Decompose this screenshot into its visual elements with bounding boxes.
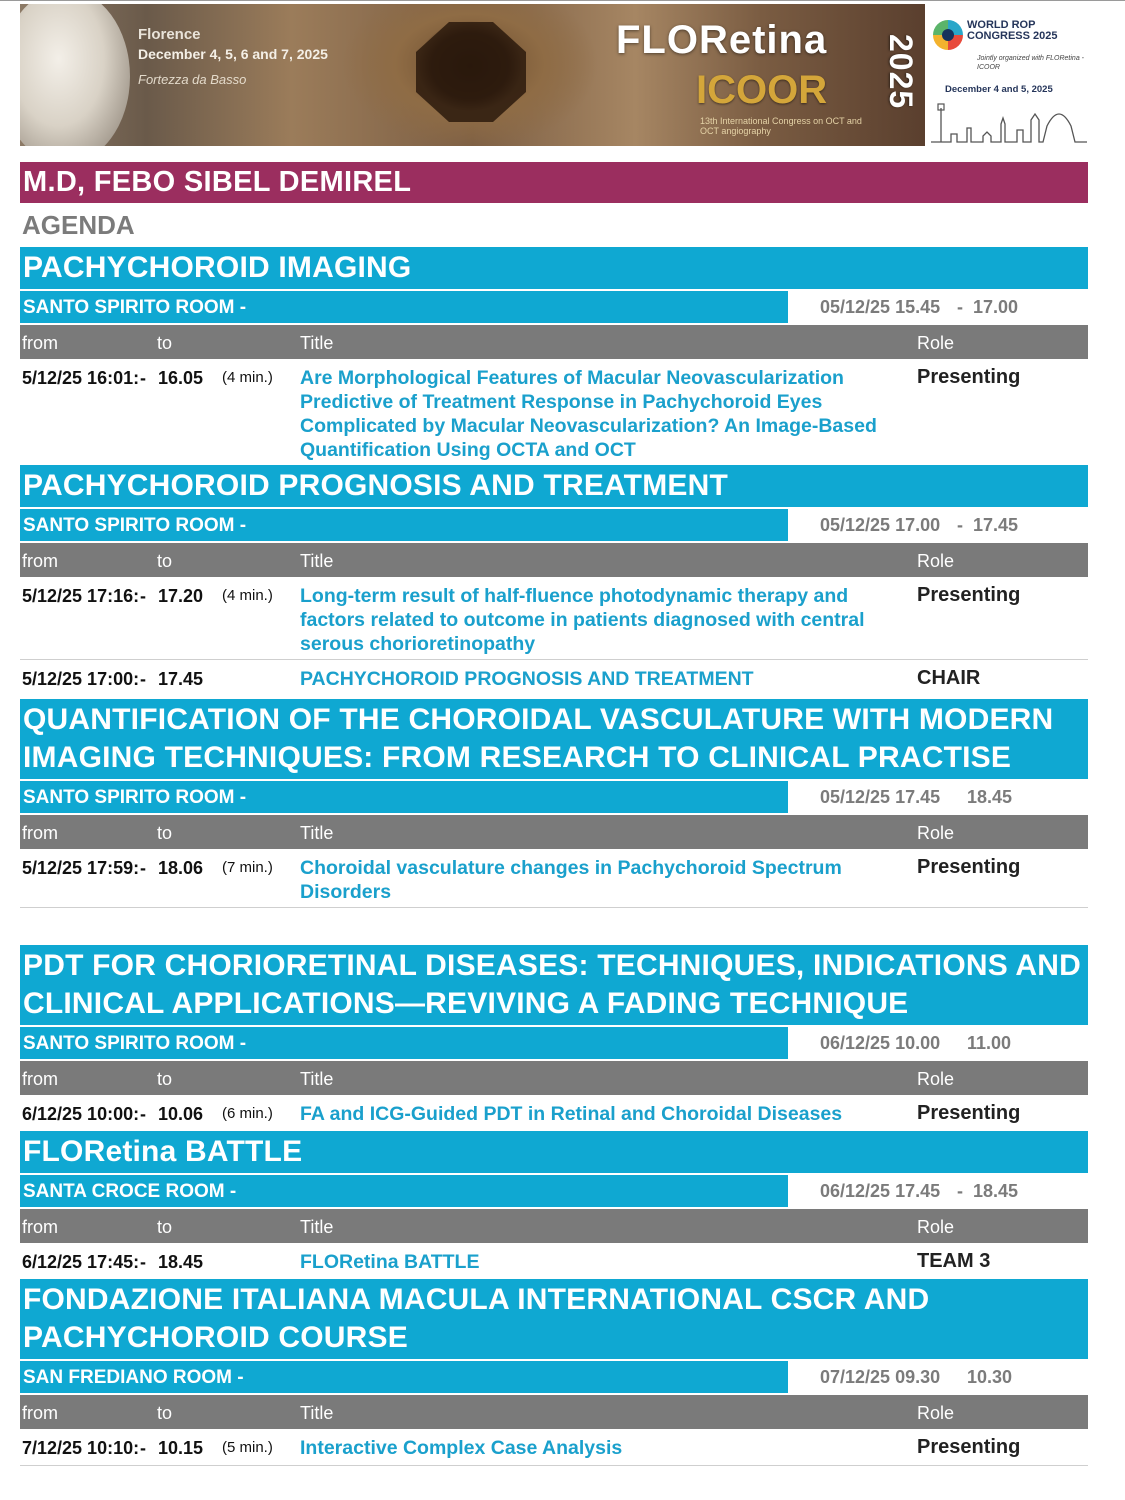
column-header-row	[20, 325, 1088, 359]
entry-duration: (7 min.)	[222, 859, 273, 876]
entry-title-link[interactable]: PACHYCHOROID PROGNOSIS AND TREATMENT	[300, 668, 754, 690]
time-separator: -	[957, 515, 963, 535]
col-title: Title	[300, 333, 334, 353]
session-title: FLORetina BATTLE	[20, 1131, 1088, 1173]
session-title: FONDAZIONE ITALIANA MACULA INTERNATIONAL CSCR AND PACHYCHOROID COURSE	[20, 1279, 1088, 1359]
entry-role: TEAM 3	[917, 1250, 991, 1272]
agenda-entry	[20, 359, 1088, 466]
col-role: Role	[917, 333, 955, 353]
session-time	[820, 1033, 1012, 1054]
room-name: SAN FREDIANO ROOM -	[23, 1367, 244, 1388]
col-from: from	[22, 333, 58, 353]
session-start: 05/12/25 15.45	[820, 297, 941, 317]
session-end: 17.45	[973, 515, 1019, 535]
entry-title-link[interactable]: Long-term result of half-fluence photodynamic therapy and factors related to outcome in patients diagnosed with central serous chorioretinopathy	[300, 585, 865, 655]
entry-to: 17.45	[158, 669, 204, 689]
col-title: Title	[300, 551, 334, 571]
col-to: to	[157, 1403, 173, 1423]
session-block	[20, 1279, 1088, 1466]
room-row	[20, 781, 1088, 813]
col-to: to	[157, 823, 173, 843]
column-header-row	[20, 815, 1088, 849]
speaker-name-bar	[20, 162, 1088, 203]
room-row	[20, 1027, 1088, 1059]
entry-from: 6/12/25 10:00:	[22, 1104, 140, 1124]
entry-title-link[interactable]: Choroidal vasculature changes in Pachychoroid Spectrum Disorders	[300, 857, 842, 903]
agenda-entry	[20, 1243, 1088, 1282]
banner-dates: December 4, 5, 6 and 7, 2025	[138, 46, 328, 62]
session-end: 18.45	[973, 1181, 1019, 1201]
session-block	[20, 1131, 1088, 1282]
david-statue-image	[20, 4, 130, 146]
entry-from: 7/12/25 10:10:	[22, 1438, 140, 1458]
session-title: PACHYCHOROID PROGNOSIS AND TREATMENT	[20, 465, 1088, 507]
top-rule	[0, 0, 1125, 1]
session-start: 06/12/25 10.00	[820, 1033, 941, 1053]
session-end: 11.00	[967, 1033, 1012, 1053]
entry-duration: (4 min.)	[222, 369, 273, 386]
col-to: to	[157, 551, 173, 571]
room-bar	[20, 1361, 788, 1393]
banner-artwork	[20, 4, 925, 146]
entry-role: Presenting	[917, 584, 1021, 606]
col-role: Role	[917, 1217, 955, 1237]
rop-congress-panel	[925, 4, 1088, 146]
session-start: 05/12/25 17.00	[820, 515, 941, 535]
session-start: 07/12/25 09.30	[820, 1367, 941, 1387]
entry-dash: -	[140, 669, 146, 689]
speaker-name: M.D, FEBO SIBEL DEMIREL	[23, 166, 412, 198]
agenda-entry	[20, 660, 1088, 701]
session-block	[20, 945, 1088, 1134]
col-role: Role	[917, 823, 955, 843]
column-header-row	[20, 1395, 1088, 1429]
col-role: Role	[917, 1069, 955, 1089]
session-start: 05/12/25 17.45	[820, 787, 941, 807]
entry-dash: -	[140, 1104, 146, 1124]
session-block	[20, 247, 1088, 466]
congress-banner	[20, 4, 1088, 146]
banner-congress-line: 13th International Congress on OCT and OCT angiography	[700, 116, 862, 136]
col-from: from	[22, 1403, 58, 1423]
col-title: Title	[300, 1403, 334, 1423]
rop-title: WORLD ROP CONGRESS 2025	[967, 19, 1058, 42]
room-row	[20, 291, 1088, 323]
entry-from: 6/12/25 17:45:	[22, 1252, 140, 1272]
entry-title-link[interactable]: FLORetina BATTLE	[300, 1251, 480, 1273]
session-time	[820, 515, 1019, 536]
entry-dash: -	[140, 1252, 146, 1272]
col-to: to	[157, 1217, 173, 1237]
col-to: to	[157, 1069, 173, 1089]
entry-role: Presenting	[917, 1436, 1021, 1458]
room-bar	[20, 291, 788, 323]
agenda-entry	[20, 1095, 1088, 1134]
column-header-row	[20, 1209, 1088, 1243]
entry-dash: -	[140, 858, 146, 878]
session-time	[820, 297, 1019, 318]
session-time	[820, 1367, 1013, 1388]
entry-role: Presenting	[917, 856, 1021, 878]
col-title: Title	[300, 823, 334, 843]
col-role: Role	[917, 551, 955, 571]
room-row	[20, 509, 1088, 541]
entry-to: 16.05	[158, 368, 204, 388]
entry-duration: (5 min.)	[222, 1439, 273, 1456]
entry-role: Presenting	[917, 1102, 1021, 1124]
col-from: from	[22, 1069, 58, 1089]
banner-venue: Fortezza da Basso	[138, 72, 247, 87]
session-title: PDT FOR CHORIORETINAL DISEASES: TECHNIQUES, INDICATIONS AND CLINICAL APPLICATIONS—REVIVING A FADING TECHNIQUE	[20, 945, 1088, 1025]
entry-title-link[interactable]: Interactive Complex Case Analysis	[300, 1437, 623, 1459]
column-header-row	[20, 1061, 1088, 1095]
column-header-row	[20, 543, 1088, 577]
agenda-entry	[20, 1429, 1088, 1466]
rop-eye-icon	[933, 20, 963, 50]
room-row	[20, 1361, 1088, 1393]
entry-to: 17.20	[158, 586, 204, 606]
room-name: SANTO SPIRITO ROOM -	[23, 1033, 247, 1054]
col-to: to	[157, 333, 173, 353]
entry-from: 5/12/25 17:59:	[22, 858, 140, 878]
col-from: from	[22, 823, 58, 843]
room-row	[20, 1175, 1088, 1207]
entry-duration: (4 min.)	[222, 587, 273, 604]
entry-from: 5/12/25 17:00:	[22, 669, 140, 689]
banner-year: 2025	[883, 34, 919, 110]
florence-skyline-icon	[931, 98, 1087, 144]
room-name: SANTA CROCE ROOM -	[23, 1181, 237, 1202]
room-bar	[20, 509, 788, 541]
session-block	[20, 699, 1088, 908]
time-separator: -	[957, 297, 963, 317]
session-time	[820, 787, 1013, 808]
room-name: SANTO SPIRITO ROOM -	[23, 297, 247, 318]
entry-to: 18.06	[158, 858, 204, 878]
agenda-entry	[20, 577, 1088, 660]
entry-dash: -	[140, 368, 146, 388]
entry-title-link[interactable]: Are Morphological Features of Macular Neovascularization Predictive of Treatment Response in Pachychoroid Eyes Complicated by Macular Neovascularization? An Image-Based Quantification Using OCTA and OCT	[300, 367, 877, 461]
room-bar	[20, 781, 788, 813]
entry-role: Presenting	[917, 366, 1021, 388]
entry-to: 10.15	[158, 1438, 204, 1458]
entry-from: 5/12/25 16:01:	[22, 368, 140, 388]
entry-role: CHAIR	[917, 667, 981, 689]
room-bar	[20, 1027, 788, 1059]
entry-title-link[interactable]: FA and ICG-Guided PDT in Retinal and Choroidal Diseases	[300, 1103, 843, 1125]
col-from: from	[22, 551, 58, 571]
entry-to: 18.45	[158, 1252, 204, 1272]
entry-to: 10.06	[158, 1104, 204, 1124]
rop-dates: December 4 and 5, 2025	[945, 84, 1053, 95]
agenda-entry	[20, 849, 1088, 908]
time-separator: -	[957, 1181, 963, 1201]
banner-city: Florence	[138, 26, 201, 43]
col-role: Role	[917, 1403, 955, 1423]
room-name: SANTO SPIRITO ROOM -	[23, 515, 247, 536]
agenda-heading: AGENDA	[22, 210, 135, 240]
session-time	[820, 1181, 1019, 1202]
entry-dash: -	[140, 586, 146, 606]
session-end: 18.45	[967, 787, 1013, 807]
session-title: PACHYCHOROID IMAGING	[20, 247, 1088, 289]
session-end: 17.00	[973, 297, 1019, 317]
room-name: SANTO SPIRITO ROOM -	[23, 787, 247, 808]
floretina-logo: FLORetina	[616, 18, 828, 62]
dome-image	[416, 22, 526, 122]
entry-dash: -	[140, 1438, 146, 1458]
session-end: 10.30	[967, 1367, 1013, 1387]
room-bar	[20, 1175, 788, 1207]
session-block	[20, 465, 1088, 701]
session-title: QUANTIFICATION OF THE CHOROIDAL VASCULATURE WITH MODERN IMAGING TECHNIQUES: FROM RESEARCH TO CLINICAL PRACTISE	[20, 699, 1088, 779]
col-title: Title	[300, 1217, 334, 1237]
icoor-logo: ICOOR	[696, 68, 828, 112]
entry-from: 5/12/25 17:16:	[22, 586, 140, 606]
col-title: Title	[300, 1069, 334, 1089]
entry-duration: (6 min.)	[222, 1105, 273, 1122]
col-from: from	[22, 1217, 58, 1237]
rop-jointly: Jointly organized with FLORetina - ICOOR	[977, 55, 1084, 71]
session-start: 06/12/25 17.45	[820, 1181, 941, 1201]
